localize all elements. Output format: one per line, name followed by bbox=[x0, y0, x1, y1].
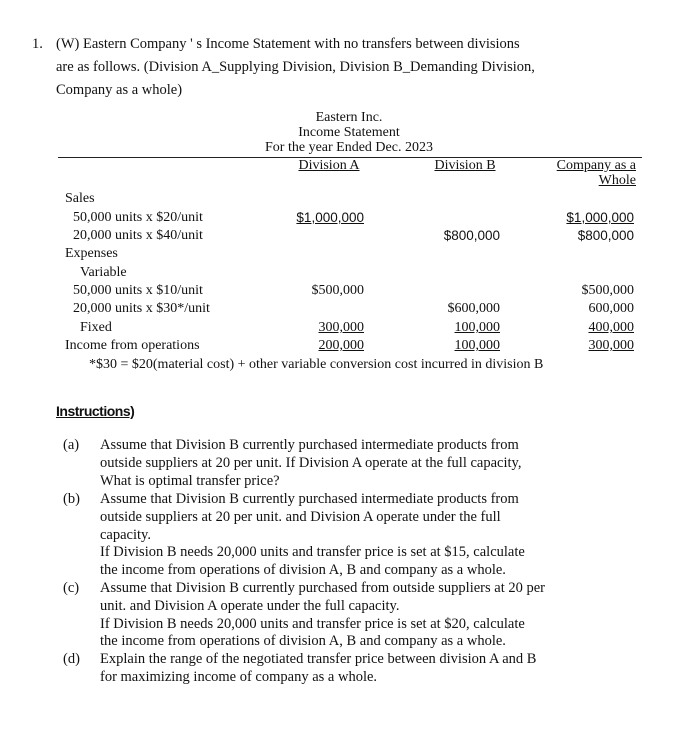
instruction-a-line: outside suppliers at 20 per unit. If Division A operate at the full capacity, bbox=[100, 454, 522, 471]
col-company-whole-1: Company as a bbox=[556, 158, 636, 173]
row-sales-a-whole: $1,000,000 bbox=[566, 210, 634, 225]
instructions-title: Instructions) bbox=[56, 403, 135, 419]
instruction-a-line: Assume that Division B currently purchased intermediate products from bbox=[100, 437, 519, 453]
row-fixed-div-b: 100,000 bbox=[454, 320, 500, 335]
row-sales-label: Sales bbox=[65, 191, 95, 206]
instruction-b-line: If Division B needs 20,000 units and transfer price is set at $15, calculate bbox=[100, 544, 525, 561]
instruction-b-label: (b) bbox=[63, 491, 80, 507]
instruction-d-line: Explain the range of the negotiated transfer price between division A and B bbox=[100, 651, 537, 667]
col-division-b: Division B bbox=[434, 158, 496, 173]
row-income-whole: 300,000 bbox=[588, 338, 634, 353]
col-company-whole-2: Whole bbox=[598, 173, 636, 188]
row-sales-b-whole: $800,000 bbox=[577, 228, 634, 243]
row-sales-a-div-a: $1,000,000 bbox=[296, 210, 364, 225]
row-expenses-label: Expenses bbox=[65, 246, 118, 261]
instruction-c-label: (c) bbox=[63, 580, 80, 596]
instruction-d-line: for maximizing income of company as a whole. bbox=[100, 668, 378, 685]
statement-period: For the year Ended Dec. 2023 bbox=[265, 140, 433, 155]
col-division-a: Division A bbox=[298, 158, 360, 173]
question-number: 1. bbox=[32, 36, 43, 52]
row-var-b-whole: 600,000 bbox=[588, 301, 634, 316]
question-line-2: are as follows. (Division A_Supplying Division, Division B_Demanding Division, bbox=[56, 59, 535, 75]
footnote: *$30 = $20(material cost) + other variable conversion cost incurred in division B bbox=[89, 357, 544, 372]
question-line-1: (W) Eastern Company ' s Income Statement with no transfers between divisions bbox=[56, 36, 520, 52]
instruction-b-line: the income from operations of division A, B and company as a whole. bbox=[100, 562, 506, 579]
row-fixed-whole: 400,000 bbox=[588, 320, 634, 335]
instruction-b-text bbox=[100, 491, 525, 580]
statement-title: Income Statement bbox=[298, 125, 400, 140]
row-income-div-a: 200,000 bbox=[318, 338, 364, 353]
instruction-c-line: Assume that Division B currently purchased from outside suppliers at 20 per bbox=[100, 580, 545, 596]
statement-company: Eastern Inc. bbox=[315, 110, 383, 125]
instruction-c-line: If Division B needs 20,000 units and transfer price is set at $20, calculate bbox=[100, 615, 525, 632]
row-sales-b-div-b: $800,000 bbox=[443, 228, 500, 243]
row-fixed-label: Fixed bbox=[80, 320, 112, 335]
instruction-c-line: the income from operations of division A, B and company as a whole. bbox=[100, 633, 506, 650]
instruction-a-text bbox=[100, 437, 521, 490]
instruction-b-line: Assume that Division B currently purchased intermediate products from bbox=[100, 491, 519, 507]
question-line-3: Company as a whole) bbox=[56, 82, 183, 98]
instruction-a-line: What is optimal transfer price? bbox=[100, 472, 280, 489]
row-var-b-div-b: $600,000 bbox=[447, 301, 500, 316]
row-sales-a-label: 50,000 units x $20/unit bbox=[73, 210, 203, 225]
row-income-label: Income from operations bbox=[65, 338, 200, 353]
instruction-c-text bbox=[100, 580, 545, 651]
row-var-a-div-a: $500,000 bbox=[311, 283, 364, 298]
row-var-a-whole: $500,000 bbox=[581, 283, 634, 298]
row-income-div-b: 100,000 bbox=[454, 338, 500, 353]
instruction-d-text bbox=[100, 651, 536, 687]
row-variable-label: Variable bbox=[80, 265, 127, 280]
row-var-b-label: 20,000 units x $30*/unit bbox=[73, 301, 210, 316]
row-sales-b-label: 20,000 units x $40/unit bbox=[73, 228, 203, 243]
row-var-a-label: 50,000 units x $10/unit bbox=[73, 283, 203, 298]
instruction-a-label: (a) bbox=[63, 437, 80, 453]
row-fixed-div-a: 300,000 bbox=[318, 320, 364, 335]
instruction-b-line: outside suppliers at 20 per unit. and Division A operate under the full bbox=[100, 508, 501, 525]
instruction-c-line: unit. and Division A operate under the full capacity. bbox=[100, 597, 400, 614]
instruction-b-line: capacity. bbox=[100, 526, 151, 543]
instruction-d-label: (d) bbox=[63, 651, 80, 667]
